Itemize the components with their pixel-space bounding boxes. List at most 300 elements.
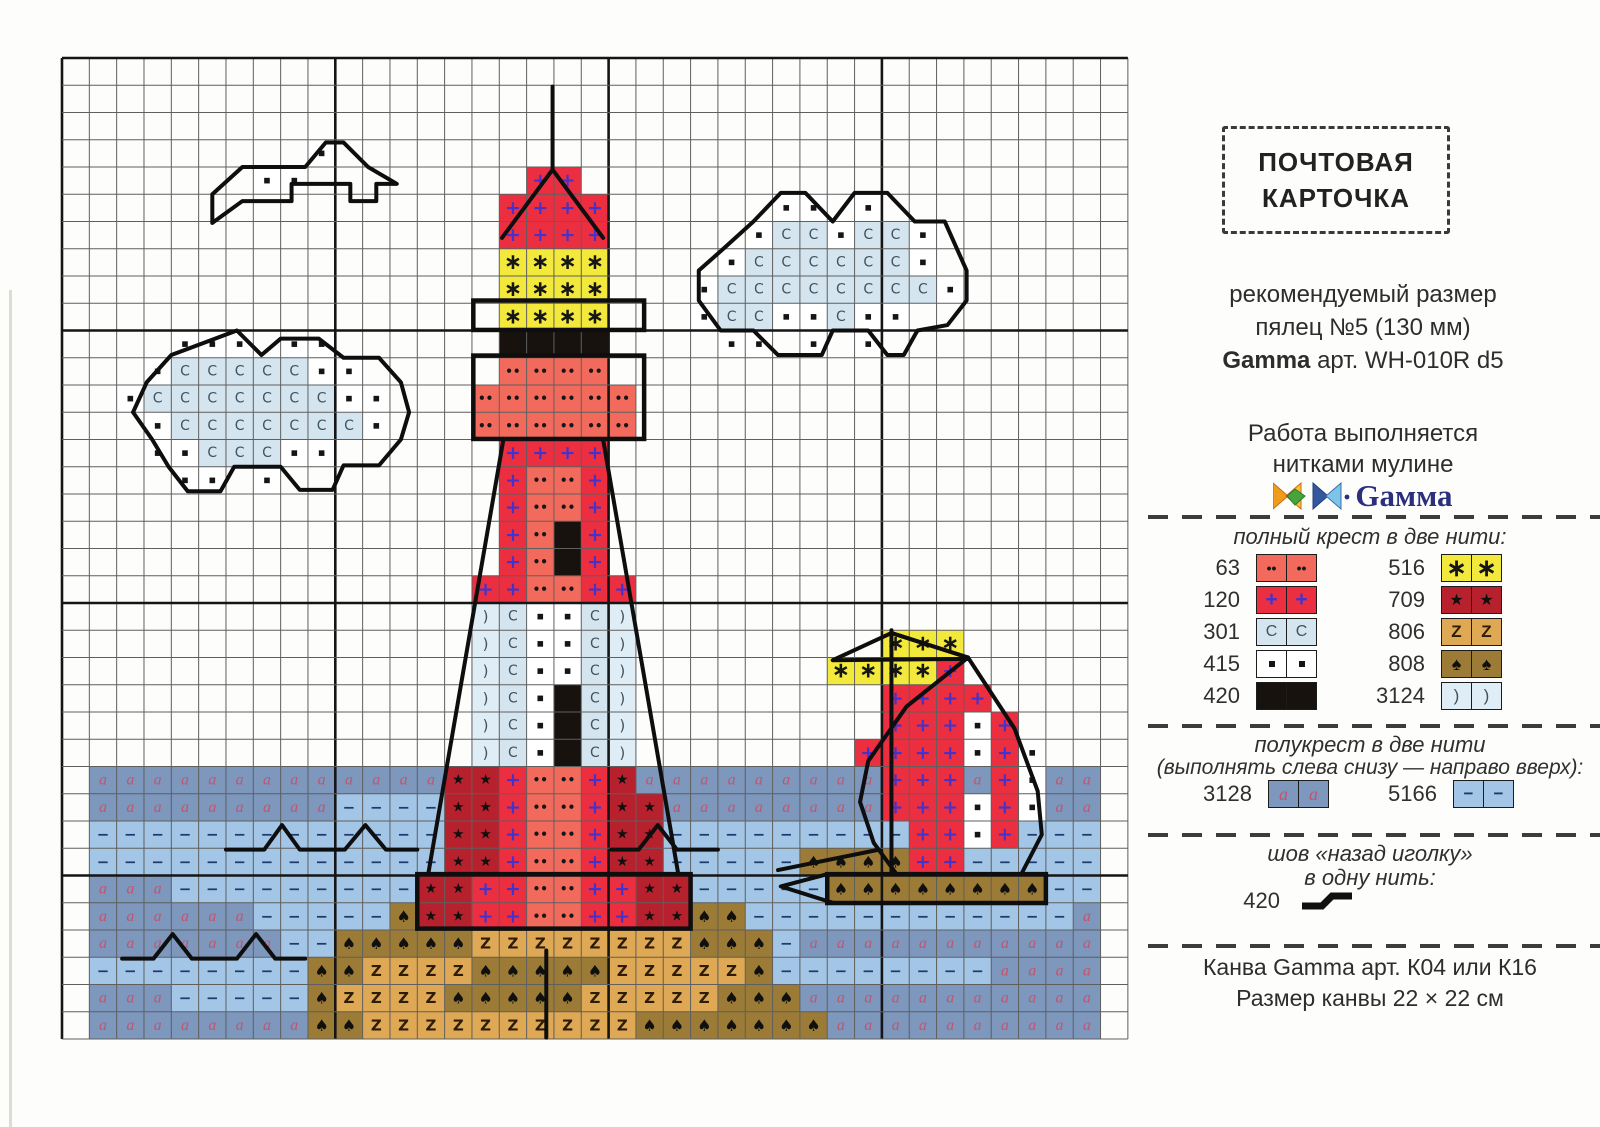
symbol-dot [237, 341, 243, 347]
symbol-120: + [586, 224, 603, 247]
symbol-3128: а [98, 935, 107, 953]
symbol-5166: − [1025, 825, 1039, 844]
symbol-63: •• [505, 391, 521, 406]
symbol-dot [373, 423, 379, 429]
symbol-5166: − [725, 880, 738, 899]
legend-row [1140, 648, 1600, 680]
symbol-5166: − [178, 880, 192, 899]
symbol-301: C [508, 717, 518, 734]
symbol-516: ∗ [585, 249, 605, 275]
symbol-120: + [996, 741, 1013, 764]
symbol-120: + [477, 878, 494, 901]
symbol-301: C [781, 227, 792, 244]
symbol-3128: а [1082, 962, 1091, 980]
symbol-120: + [586, 905, 603, 928]
symbol-5166: − [1080, 825, 1094, 844]
symbol-301: C [918, 281, 928, 298]
symbol-63: •• [559, 391, 576, 406]
symbol-5166: − [697, 852, 711, 871]
symbol-3128: а [918, 1016, 927, 1034]
symbol-3128: а [208, 907, 217, 925]
symbol-dot [346, 369, 352, 375]
symbol-808: ♠ [533, 961, 548, 981]
symbol-301: C [234, 417, 245, 434]
symbol-808: ♠ [478, 961, 493, 981]
symbol-120: + [887, 796, 904, 819]
symbol-806: Z [726, 961, 738, 980]
symbol-516: ∗ [585, 277, 605, 303]
symbol-5166: − [233, 961, 246, 980]
symbol-dot [920, 260, 926, 266]
symbol-5166: − [861, 961, 875, 980]
symbol-120: + [504, 905, 521, 928]
symbol-5166: − [206, 989, 219, 1008]
symbol-301: C [207, 363, 218, 380]
symbol-dot [182, 341, 188, 347]
symbol-806: Z [562, 934, 574, 953]
symbol-63: •• [559, 500, 576, 515]
symbol-3128: а [1028, 935, 1037, 953]
symbol-3128: а [645, 771, 654, 789]
size-note-line2: пялец №5 (130 мм) [1255, 314, 1471, 341]
symbol-5166: − [288, 907, 301, 926]
symbol-709: ★ [615, 826, 629, 843]
symbol-806: Z [398, 961, 410, 980]
legend-swatch-120 [1256, 586, 1317, 614]
symbol-120: + [942, 823, 959, 846]
legend-cell: − [1483, 781, 1513, 807]
symbol-5166: − [397, 798, 410, 817]
symbol-516: ∗ [585, 304, 605, 330]
symbol-806: Z [589, 934, 601, 953]
symbol-3128: а [946, 935, 955, 953]
symbol-3128: а [836, 1016, 845, 1034]
gamma-logo-row [1158, 478, 1568, 514]
symbol-dot [537, 696, 543, 702]
symbol-63: •• [587, 418, 603, 433]
symbol-5166: − [998, 852, 1012, 871]
symbol-3128: а [399, 771, 408, 789]
symbol-5166: − [971, 852, 984, 871]
symbol-dot [701, 287, 707, 293]
symbol-3128: а [126, 771, 135, 789]
symbol-3128: а [809, 771, 818, 789]
color-code-806: 806 [1388, 619, 1425, 644]
symbol-dot [975, 723, 981, 729]
symbol-808: ♠ [697, 906, 712, 926]
symbol-5166: − [752, 852, 766, 871]
symbol-3128: а [891, 935, 900, 953]
symbol-806: Z [507, 1016, 519, 1035]
symbol-301: C [234, 363, 245, 380]
symbol-dot [565, 668, 571, 674]
symbol-5166: − [233, 852, 246, 871]
symbol-3128: а [782, 798, 791, 816]
symbol-3128: а [1000, 1016, 1009, 1034]
symbol-5166: − [1053, 852, 1066, 871]
symbol-301: C [180, 363, 190, 380]
symbol-3128: а [208, 935, 217, 953]
dashed-separator-1 [1148, 515, 1600, 519]
symbol-120: + [477, 578, 494, 601]
symbol-808: ♠ [697, 1015, 712, 1035]
symbol-301: C [836, 254, 846, 271]
symbol-63: •• [505, 364, 521, 379]
symbol-3128: а [153, 798, 162, 816]
symbol-120: + [914, 796, 931, 819]
symbol-806: Z [589, 1016, 601, 1035]
symbol-63: •• [532, 527, 548, 542]
symbol-516: ∗ [886, 631, 905, 657]
symbol-5166: − [288, 880, 301, 899]
legend-swatch-806 [1441, 618, 1502, 646]
postage-stamp-box [1222, 126, 1450, 234]
symbol-120: + [914, 687, 931, 710]
symbol-dot [537, 641, 543, 647]
symbol-5166: − [916, 961, 930, 980]
symbol-dot [893, 314, 899, 320]
symbol-5166: − [96, 852, 110, 871]
symbol-301: C [863, 281, 874, 298]
symbol-3128: а [208, 798, 217, 816]
full-cross-legend [1140, 552, 1600, 712]
symbol-3124: ) [482, 607, 489, 626]
symbol-806: Z [671, 989, 683, 1008]
symbol-5166: − [233, 989, 246, 1008]
backstitch-title2: в одну нить: [1304, 865, 1436, 890]
symbol-301: C [726, 308, 737, 325]
symbol-3128: а [290, 771, 299, 789]
symbol-709: ★ [479, 772, 492, 789]
symbol-808: ♠ [751, 988, 767, 1008]
symbol-301: C [726, 281, 737, 298]
symbol-120: + [586, 469, 603, 492]
color-code-808: 808 [1388, 651, 1425, 676]
legend-swatch-3128 [1268, 780, 1329, 808]
symbol-63: •• [559, 882, 576, 897]
symbol-5166: − [971, 907, 984, 926]
symbol-120: + [942, 687, 959, 710]
symbol-709: ★ [643, 881, 656, 898]
symbol-5166: − [971, 961, 984, 980]
symbol-808: ♠ [833, 879, 849, 899]
symbol-516: ∗ [531, 277, 550, 303]
symbol-dot [920, 232, 926, 238]
symbol-5166: − [697, 825, 711, 844]
symbol-3128: а [98, 798, 107, 816]
symbol-301: C [754, 281, 764, 298]
symbol-5166: − [315, 934, 328, 953]
symbol-5166: − [397, 825, 410, 844]
symbol-301: C [152, 390, 163, 407]
symbol-516: ∗ [503, 277, 523, 303]
symbol-301: C [808, 281, 819, 298]
symbol-120: + [504, 769, 521, 792]
symbol-120: + [942, 850, 959, 873]
symbol-301: C [781, 254, 792, 271]
symbol-5166: − [752, 825, 766, 844]
symbol-120: + [586, 196, 603, 219]
symbol-3128: а [973, 771, 982, 789]
symbol-dot [729, 341, 735, 347]
symbol-301: C [289, 417, 300, 434]
symbol-709: ★ [670, 908, 684, 925]
symbol-806: Z [425, 1016, 437, 1035]
symbol-dot [975, 805, 981, 811]
full-cross-title: полный крест в две нити: [1233, 524, 1507, 549]
symbol-3128: а [126, 935, 135, 953]
symbol-120: + [914, 823, 931, 846]
symbol-301: C [836, 281, 846, 298]
symbol-516: ∗ [531, 249, 550, 275]
symbol-808: ♠ [560, 961, 575, 981]
symbol-63: •• [532, 391, 548, 406]
symbol-120: + [504, 878, 521, 901]
symbol-3128: а [98, 880, 107, 898]
legend-cell: − [1454, 781, 1483, 807]
symbol-709: ★ [615, 772, 629, 789]
symbol-3128: а [1082, 989, 1091, 1007]
symbol-120: + [586, 496, 603, 519]
legend-swatch-415 [1256, 650, 1317, 678]
symbol-709: ★ [643, 908, 656, 925]
size-note-line1: рекомендуемый размер [1229, 281, 1497, 308]
symbol-5166: − [178, 989, 192, 1008]
symbol-dot [865, 205, 871, 211]
symbol-3128: а [809, 798, 818, 816]
symbol-3128: а [864, 771, 873, 789]
symbol-301: C [590, 608, 600, 625]
symbol-dot [838, 232, 844, 238]
legend-cell: ∗ [1471, 555, 1501, 581]
symbol-3128: а [918, 989, 927, 1007]
symbol-808: ♠ [1025, 879, 1040, 899]
symbol-5166: − [151, 961, 164, 980]
symbol-5166: − [178, 852, 192, 871]
symbol-5166: − [916, 907, 930, 926]
symbol-301: C [262, 417, 272, 434]
symbol-3124: ) [482, 634, 489, 653]
symbol-3128: а [1082, 771, 1091, 789]
symbol-806: Z [452, 1016, 464, 1035]
symbol-301: C [508, 663, 518, 680]
symbol-120: + [887, 714, 904, 737]
symbol-3128: а [126, 907, 135, 925]
symbol-709: ★ [452, 772, 465, 789]
symbol-120: + [504, 442, 521, 465]
symbol-5166: − [779, 907, 793, 926]
symbol-5166: − [260, 961, 274, 980]
symbol-709: ★ [643, 853, 656, 870]
symbol-3128: а [1055, 962, 1064, 980]
symbol-120: + [586, 823, 603, 846]
symbol-301: C [344, 417, 354, 434]
canvas-note [1150, 952, 1590, 1014]
symbol-3128: а [1055, 989, 1064, 1007]
symbol-120: + [586, 551, 603, 574]
symbol-5166: − [260, 852, 274, 871]
color-code-120: 120 [1203, 587, 1240, 612]
symbol-5166: − [342, 907, 356, 926]
symbol-5166: − [260, 989, 274, 1008]
symbol-5166: − [233, 825, 246, 844]
symbol-63: •• [477, 391, 494, 406]
symbol-808: ♠ [341, 934, 357, 954]
symbol-806: Z [370, 989, 382, 1008]
backstitch-title1: шов «назад иголку» [1267, 841, 1473, 866]
symbol-806: Z [616, 1016, 628, 1035]
symbol-3124: ) [619, 607, 626, 626]
symbol-5166: − [752, 907, 766, 926]
symbol-808: ♠ [997, 879, 1013, 899]
legend-swatch-420 [1256, 682, 1317, 710]
symbol-806: Z [534, 1016, 546, 1035]
symbol-63: •• [532, 882, 548, 897]
symbol-709: ★ [479, 826, 492, 843]
symbol-63: •• [532, 418, 548, 433]
symbol-dot [537, 723, 543, 729]
legend-cell: + [1257, 587, 1286, 613]
symbol-516: ∗ [503, 304, 523, 330]
symbol-3128: а [208, 771, 217, 789]
symbol-3128: а [235, 935, 244, 953]
symbol-516: ∗ [859, 658, 878, 684]
symbol-806: Z [370, 1016, 382, 1035]
symbol-806: Z [616, 989, 628, 1008]
symbol-dot [701, 314, 707, 320]
symbol-120: + [504, 224, 521, 247]
symbol-808: ♠ [724, 906, 739, 926]
symbol-301: C [590, 744, 600, 761]
symbol-5166: − [315, 880, 328, 899]
symbol-3124: ) [619, 634, 626, 653]
symbol-808: ♠ [751, 1015, 767, 1035]
symbol-5166: − [834, 825, 848, 844]
legend-cell [1286, 683, 1316, 709]
symbol-5166: − [779, 880, 793, 899]
symbol-3124: ) [619, 743, 626, 762]
symbol-808: ♠ [724, 934, 739, 954]
legend-swatch-3124 [1441, 682, 1502, 710]
gamma-logo-text: Gамма [1355, 478, 1453, 513]
symbol-3128: а [153, 771, 162, 789]
symbol-3128: а [1000, 935, 1009, 953]
symbol-dot [1029, 750, 1035, 756]
symbol-5166: − [889, 907, 902, 926]
symbol-dot [264, 178, 270, 184]
symbol-808: ♠ [369, 934, 384, 954]
symbol-3128: а [290, 798, 299, 816]
symbol-3128: а [836, 771, 845, 789]
symbol-63: •• [559, 418, 576, 433]
symbol-301: C [508, 608, 518, 625]
symbol-120: + [504, 823, 521, 846]
symbol-301: C [316, 417, 327, 434]
symbol-5166: − [233, 880, 246, 899]
symbol-301: C [808, 254, 819, 271]
symbol-301: C [590, 663, 600, 680]
symbol-120: + [614, 578, 631, 601]
symbol-3128: а [98, 1016, 107, 1034]
symbol-301: C [289, 363, 300, 380]
symbol-3128: а [126, 989, 135, 1007]
symbol-301: C [890, 281, 901, 298]
symbol-516: ∗ [886, 658, 905, 684]
symbol-301: C [590, 717, 600, 734]
symbol-808: ♠ [806, 1015, 821, 1035]
legend-row [1140, 680, 1600, 712]
symbol-120: + [942, 660, 959, 683]
symbol-63: •• [532, 854, 548, 869]
symbol-806: Z [480, 934, 492, 953]
symbol-3128: а [836, 989, 845, 1007]
symbol-3128: а [836, 798, 845, 816]
symbol-3128: а [754, 798, 763, 816]
symbol-3128: а [98, 989, 107, 1007]
brand-name: Gamma [1222, 347, 1311, 374]
symbol-dot [783, 314, 789, 320]
symbol-808: ♠ [943, 879, 958, 899]
stitch-cell-420 [554, 712, 581, 739]
symbol-63: •• [559, 582, 576, 597]
symbol-120: + [504, 496, 521, 519]
symbol-808: ♠ [314, 1015, 329, 1035]
symbol-120: + [532, 224, 549, 247]
symbol-301: C [262, 445, 272, 462]
symbol-dot [346, 396, 352, 402]
symbol-dot [210, 478, 216, 484]
color-code-3124: 3124 [1376, 683, 1425, 708]
symbol-5166: − [370, 880, 383, 899]
symbol-808: ♠ [724, 1015, 739, 1035]
symbol-5166: − [370, 907, 383, 926]
symbol-301: C [289, 390, 300, 407]
symbol-301: C [590, 635, 600, 652]
symbol-808: ♠ [423, 934, 439, 954]
symbol-5166: − [206, 961, 219, 980]
symbol-3128: а [1082, 798, 1091, 816]
symbol-806: Z [698, 989, 710, 1008]
symbol-5166: − [342, 798, 356, 817]
symbol-120: + [504, 796, 521, 819]
symbol-3124: ) [482, 689, 489, 708]
symbol-dot [1029, 805, 1035, 811]
symbol-120: + [532, 196, 549, 219]
symbol-5166: − [260, 880, 274, 899]
symbol-5166: − [861, 907, 875, 926]
stitch-cell-420 [554, 685, 581, 712]
symbol-806: Z [671, 934, 683, 953]
symbol-3128: а [262, 798, 271, 816]
symbol-3128: а [426, 771, 435, 789]
symbol-120: + [504, 469, 521, 492]
symbol-120: + [969, 687, 986, 710]
symbol-5166: − [124, 961, 137, 980]
symbol-dot [729, 260, 735, 266]
symbol-5166: − [725, 852, 738, 871]
symbol-dot [292, 341, 298, 347]
symbol-806: Z [616, 961, 628, 980]
symbol-709: ★ [452, 799, 465, 816]
symbol-dot [292, 450, 298, 456]
symbol-120: + [887, 769, 904, 792]
symbol-3128: а [946, 989, 955, 1007]
color-code-3128: 3128 [1203, 781, 1252, 806]
symbol-806: Z [644, 934, 656, 953]
symbol-63: •• [532, 582, 548, 597]
half-cross-legend [1140, 780, 1600, 808]
symbol-63: •• [532, 473, 548, 488]
